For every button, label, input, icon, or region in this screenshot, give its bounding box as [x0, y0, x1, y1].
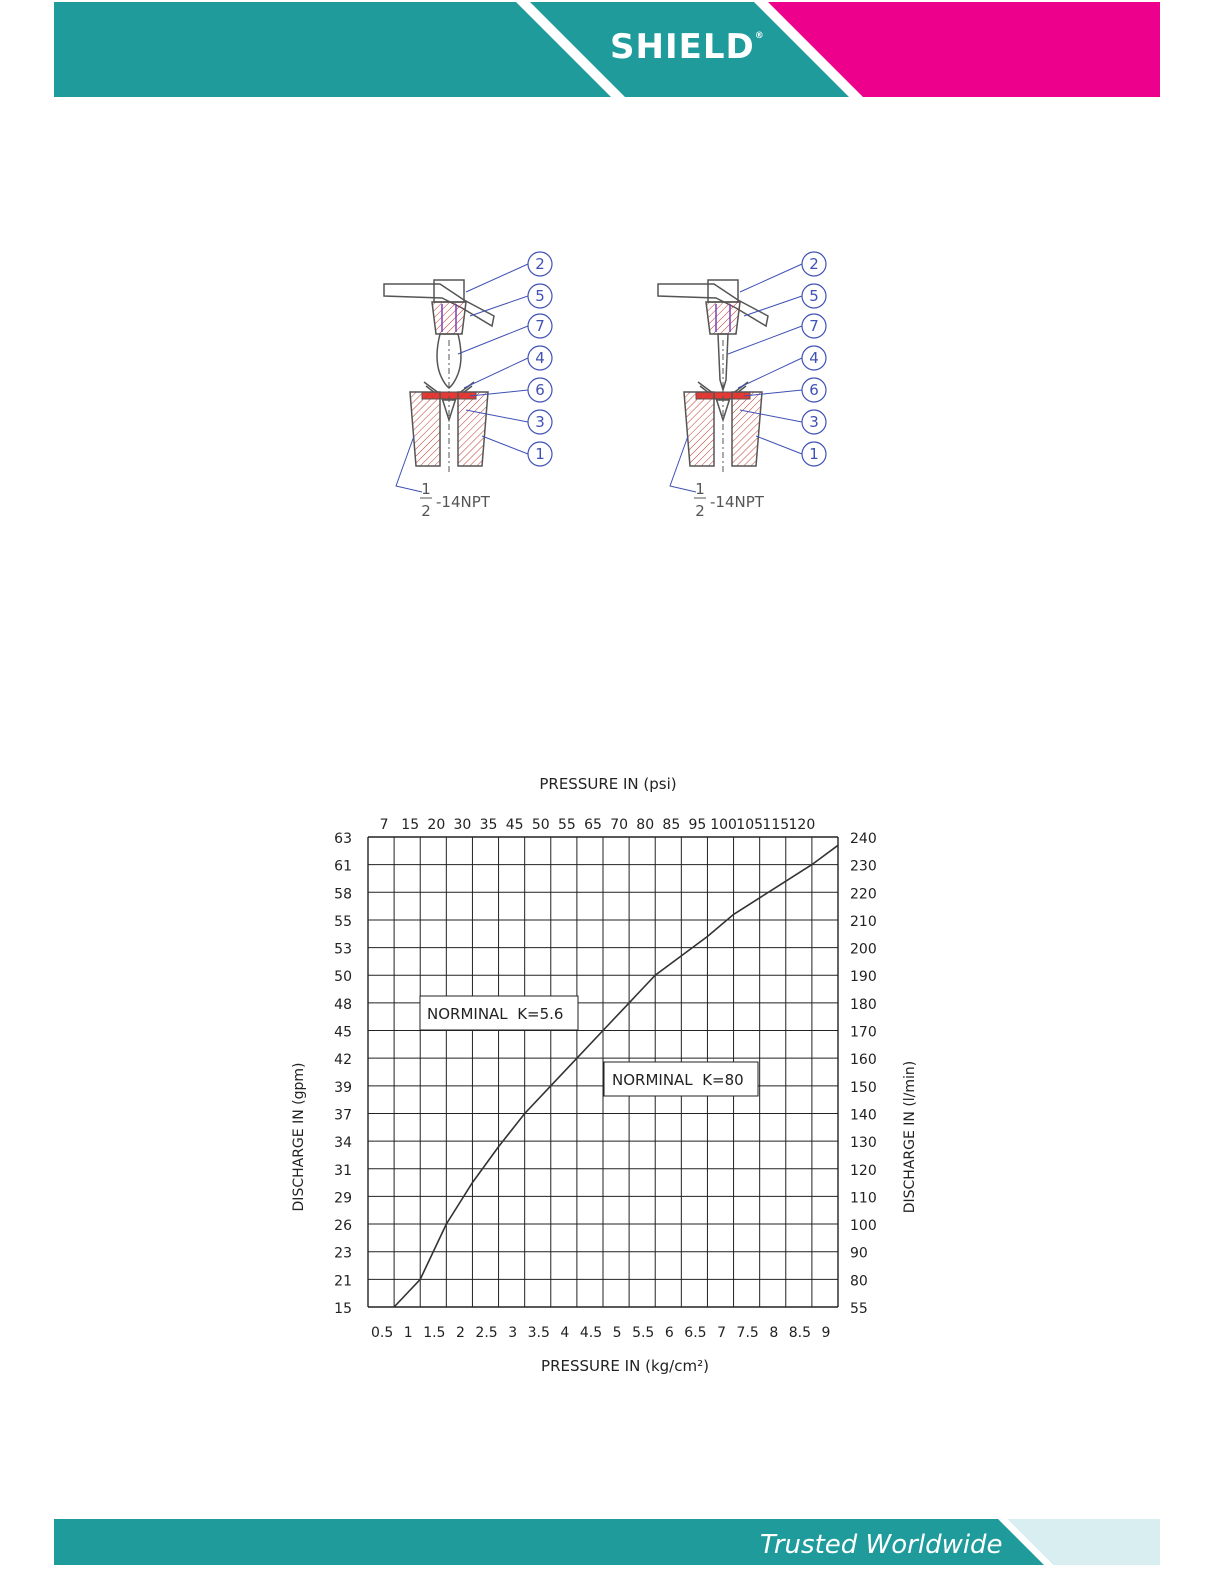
callout-right-3: 3 — [809, 413, 819, 431]
x-tick-top: 85 — [662, 817, 681, 833]
thread-fraction-den-left: 2 — [421, 502, 431, 520]
chart-title: PRESSURE IN (psi) — [539, 775, 677, 793]
chart-grid — [368, 837, 838, 1307]
thread-fraction-num-right: 1 — [695, 480, 705, 498]
y-tick-left: 23 — [334, 1245, 352, 1262]
footer-tagline: Trusted Worldwide — [760, 1530, 1003, 1560]
x-tick-bottom: 5 — [612, 1325, 622, 1341]
y-tick-right: 190 — [850, 969, 877, 986]
callout-left-5: 5 — [535, 287, 545, 305]
callout-right-5: 5 — [809, 287, 819, 305]
y-tick-left: 21 — [334, 1273, 352, 1290]
x-tick-bottom: 5.5 — [632, 1325, 655, 1341]
x-tick-bottom: 3.5 — [527, 1325, 550, 1341]
x-tick-top: 35 — [479, 817, 498, 833]
y-tick-right: 55 — [850, 1301, 868, 1317]
y-tick-left: 61 — [334, 858, 352, 875]
x-tick-bottom: 1 — [403, 1325, 413, 1341]
x-tick-top: 105 — [736, 817, 764, 833]
x-tick-top: 7 — [379, 817, 389, 833]
y-tick-right: 100 — [850, 1218, 877, 1235]
x-tick-top: 15 — [401, 817, 420, 833]
y-tick-right: 80 — [850, 1273, 868, 1290]
y-tick-right: 90 — [850, 1245, 868, 1262]
x-tick-top: 65 — [584, 817, 602, 833]
x-tick-top: 70 — [610, 817, 629, 833]
y-tick-left: 53 — [334, 941, 352, 958]
annotation-k56 — [420, 996, 578, 1030]
y-tick-left: 55 — [334, 913, 352, 930]
y-tick-left: 37 — [334, 1107, 352, 1124]
x-tick-bottom: 8.5 — [788, 1325, 812, 1341]
y-axis-label-right: DISCHARGE IN (l/min) — [902, 1060, 918, 1214]
y-tick-left: 42 — [334, 1052, 352, 1069]
y-tick-left: 50 — [334, 969, 352, 986]
y-tick-right: 180 — [850, 996, 877, 1013]
x-tick-bottom: 7.5 — [736, 1325, 759, 1341]
y-tick-left: 45 — [334, 1024, 352, 1041]
discharge-pressure-chart — [280, 760, 940, 1400]
y-tick-right: 240 — [850, 831, 877, 847]
y-tick-right: 210 — [850, 913, 877, 930]
x-tick-bottom: 6.5 — [684, 1325, 707, 1341]
x-tick-bottom: 1.5 — [423, 1325, 446, 1341]
x-tick-top: 100 — [710, 817, 737, 833]
y-axis-label-left: DISCHARGE IN (gpm) — [291, 1062, 307, 1212]
y-tick-left: 39 — [334, 1079, 352, 1096]
y-tick-left: 15 — [334, 1301, 352, 1317]
sprinkler-diagram — [370, 240, 850, 540]
y-tick-left: 48 — [334, 996, 352, 1013]
callout-left-3: 3 — [535, 413, 545, 431]
y-tick-left: 26 — [334, 1218, 352, 1235]
x-tick-bottom: 0.5 — [370, 1325, 394, 1341]
x-tick-top: 115 — [762, 817, 790, 833]
footer-band — [54, 1519, 1160, 1565]
y-tick-right: 110 — [850, 1190, 877, 1207]
y-tick-right: 150 — [850, 1079, 877, 1096]
x-tick-top: 80 — [636, 817, 655, 833]
y-tick-right: 120 — [850, 1162, 877, 1179]
y-tick-right: 140 — [850, 1107, 877, 1124]
x-tick-top: 20 — [427, 817, 446, 833]
y-tick-right: 170 — [850, 1024, 877, 1041]
y-tick-left: 63 — [334, 831, 352, 847]
callout-right-6: 6 — [809, 381, 819, 399]
y-tick-right: 200 — [850, 941, 877, 958]
y-tick-left: 34 — [334, 1135, 352, 1152]
x-tick-top: 50 — [531, 817, 550, 833]
x-tick-bottom: 2 — [455, 1325, 465, 1341]
y-tick-right: 220 — [850, 886, 877, 903]
callout-left-4: 4 — [535, 349, 545, 367]
x-tick-top: 95 — [688, 817, 707, 833]
x-tick-bottom: 9 — [821, 1325, 831, 1341]
brand-logo: SHIELD® — [610, 27, 765, 67]
callout-right-4: 4 — [809, 349, 819, 367]
y-tick-left: 31 — [334, 1162, 352, 1179]
y-tick-right: 160 — [850, 1052, 877, 1069]
callout-right-1: 1 — [809, 445, 819, 463]
x-tick-bottom: 2.5 — [475, 1325, 498, 1341]
thread-fraction-den-right: 2 — [695, 502, 705, 520]
annotation-k80-text: NORMINAL K=80 — [612, 1071, 744, 1089]
y-tick-right: 230 — [850, 858, 877, 875]
callout-right-7: 7 — [809, 317, 819, 335]
x-tick-bottom: 8 — [769, 1325, 779, 1341]
callout-left-6: 6 — [535, 381, 545, 399]
x-tick-top: 45 — [505, 817, 524, 833]
callout-right-2: 2 — [809, 255, 819, 273]
y-tick-right: 130 — [850, 1135, 877, 1152]
sprinkler-drawing-left — [384, 252, 552, 520]
x-tick-bottom: 4 — [560, 1325, 570, 1341]
y-tick-left: 29 — [334, 1190, 352, 1207]
callout-left-1: 1 — [535, 445, 545, 463]
x-tick-bottom: 3 — [508, 1325, 518, 1341]
thread-label-left: -14NPT — [436, 493, 490, 511]
callout-left-2: 2 — [535, 255, 545, 273]
x-tick-top: 30 — [453, 817, 472, 833]
annotation-k80 — [604, 1062, 758, 1096]
annotation-k56-text: NORMINAL K=5.6 — [427, 1005, 564, 1023]
x-axis-label: PRESSURE IN (kg/cm²) — [541, 1357, 709, 1375]
x-tick-bottom: 6 — [664, 1325, 674, 1341]
thread-label-right: -14NPT — [710, 493, 764, 511]
sprinkler-drawing-right — [658, 252, 826, 520]
header-band — [54, 2, 1160, 97]
y-tick-left: 58 — [334, 886, 352, 903]
x-tick-bottom: 7 — [717, 1325, 727, 1341]
x-tick-top: 120 — [788, 817, 816, 833]
callout-left-7: 7 — [535, 317, 545, 335]
thread-fraction-num-left: 1 — [421, 480, 431, 498]
x-tick-bottom: 4.5 — [579, 1325, 603, 1341]
x-tick-top: 55 — [557, 817, 576, 833]
